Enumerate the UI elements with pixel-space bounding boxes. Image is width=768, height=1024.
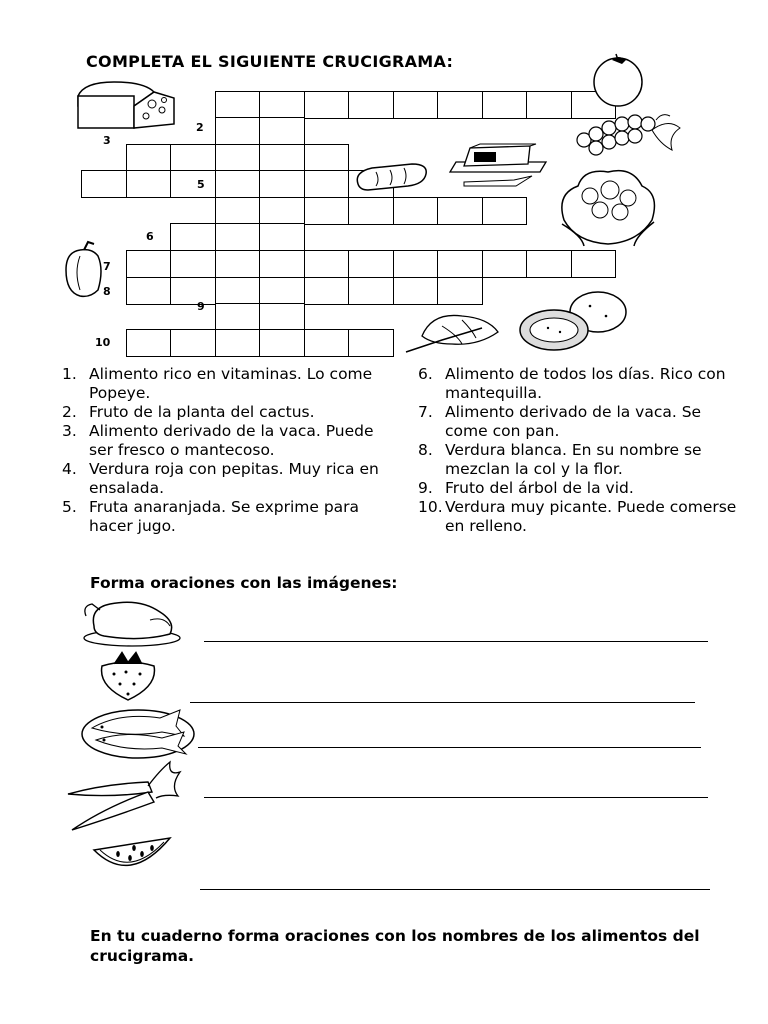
crossword-number-3: 3: [103, 134, 111, 147]
answer-line[interactable]: [198, 747, 701, 748]
grapes-icon: [572, 110, 684, 160]
crossword-cell[interactable]: [170, 144, 216, 172]
crossword-cell[interactable]: [215, 197, 261, 225]
clue-list-left: [62, 365, 382, 536]
cauliflower-icon: [554, 164, 662, 248]
crossword-cell[interactable]: [126, 144, 172, 172]
crossword-cell[interactable]: [259, 117, 305, 145]
crossword-cell[interactable]: [126, 250, 172, 278]
orange-icon: [582, 52, 654, 108]
clue-item: 5. Fruta anaranjada. Se exprime para hacer jugo.: [62, 498, 360, 535]
pepper-icon: [60, 240, 104, 300]
crossword-cell[interactable]: [81, 170, 127, 198]
crossword-cell[interactable]: [170, 223, 216, 251]
bread-icon: [352, 158, 430, 194]
crossword-cell[interactable]: [215, 144, 261, 172]
crossword-cell[interactable]: [304, 197, 350, 225]
watermelon-icon: [90, 828, 174, 886]
spinach-icon: [402, 306, 506, 356]
crossword-cell[interactable]: [304, 250, 350, 278]
crossword-cell[interactable]: [259, 223, 305, 251]
crossword-cell[interactable]: [215, 223, 261, 251]
crossword-cell[interactable]: [259, 250, 305, 278]
crossword-cell[interactable]: [437, 197, 483, 225]
crossword-cell[interactable]: [393, 197, 439, 225]
page-title: COMPLETA EL SIGUIENTE CRUCIGRAMA:: [86, 52, 454, 71]
crossword-number-10: 10: [95, 336, 111, 349]
crossword-cell[interactable]: [571, 250, 617, 278]
crossword-cell[interactable]: [259, 329, 305, 357]
answer-line[interactable]: [190, 702, 695, 703]
crossword-cell[interactable]: [215, 170, 261, 198]
crossword-cell[interactable]: [348, 197, 394, 225]
crossword-cell[interactable]: [482, 197, 528, 225]
crossword-cell[interactable]: [437, 250, 483, 278]
clue-list-right: [418, 365, 738, 536]
clue-item: 7. Alimento derivado de la vaca. Se come con pan.: [418, 403, 702, 440]
crossword-cell[interactable]: [304, 277, 350, 305]
footer-instruction: En tu cuaderno forma oraciones con los nombres de los alimentos del crucigrama.: [90, 927, 700, 965]
crossword-cell[interactable]: [304, 170, 350, 198]
crossword-cell[interactable]: [526, 91, 572, 119]
crossword-cell[interactable]: [259, 303, 305, 331]
crossword-cell[interactable]: [482, 250, 528, 278]
crossword-cell[interactable]: [215, 303, 261, 331]
crossword-cell[interactable]: [393, 250, 439, 278]
chicken-icon: [80, 596, 184, 648]
crossword-cell[interactable]: [126, 170, 172, 198]
cheese-icon: [74, 78, 178, 132]
crossword-cell[interactable]: [348, 250, 394, 278]
clue-item: 1. Alimento rico en vitaminas. Lo come Popeye.: [62, 365, 373, 402]
clue-item: 8. Verdura blanca. En su nombre se mezclan la col y la flor.: [418, 441, 702, 478]
clue-item: 6. Alimento de todos los días. Rico con mantequilla.: [418, 365, 726, 402]
crossword-cell[interactable]: [437, 277, 483, 305]
crossword-cell[interactable]: [215, 277, 261, 305]
crossword-number-8: 8: [103, 285, 111, 298]
crossword-cell[interactable]: [304, 329, 350, 357]
crossword-cell[interactable]: [259, 277, 305, 305]
crossword-number-6: 6: [146, 230, 154, 243]
crossword-cell[interactable]: [170, 277, 216, 305]
clue-item: 9. Fruto del árbol de la vid.: [418, 479, 634, 497]
crossword-cell[interactable]: [348, 329, 394, 357]
crossword-cell[interactable]: [259, 91, 305, 119]
crossword-cell[interactable]: [304, 91, 350, 119]
crossword-cell[interactable]: [126, 329, 172, 357]
crossword-cell[interactable]: [259, 170, 305, 198]
crossword-cell[interactable]: [259, 144, 305, 172]
crossword-cell[interactable]: [215, 329, 261, 357]
crossword-cell[interactable]: [259, 197, 305, 225]
section-subtitle: Forma oraciones con las imágenes:: [90, 574, 398, 592]
crossword-cell[interactable]: [215, 91, 261, 119]
answer-line[interactable]: [204, 641, 708, 642]
strawberry-icon: [92, 650, 162, 702]
crossword-cell[interactable]: [437, 91, 483, 119]
crossword-cell[interactable]: [215, 250, 261, 278]
crossword-cell[interactable]: [393, 91, 439, 119]
carrot-icon: [64, 756, 184, 834]
crossword-cell[interactable]: [215, 117, 261, 145]
crossword-cell[interactable]: [170, 250, 216, 278]
crossword-cell[interactable]: [126, 277, 172, 305]
crossword-cell[interactable]: [304, 144, 350, 172]
crossword-number-2: 2: [196, 121, 204, 134]
potato-icon: [514, 288, 628, 354]
clue-item: 3. Alimento derivado de la vaca. Puede ser fresco o mantecoso.: [62, 422, 374, 459]
crossword-cell[interactable]: [482, 91, 528, 119]
answer-line[interactable]: [204, 797, 708, 798]
crossword-cell[interactable]: [348, 91, 394, 119]
crossword-cell[interactable]: [393, 277, 439, 305]
clue-item: 4. Verdura roja con pepitas. Muy rica en ensalada.: [62, 460, 379, 497]
crossword-number-9: 9: [197, 300, 205, 313]
crossword-cell[interactable]: [526, 250, 572, 278]
crossword-cell[interactable]: [348, 277, 394, 305]
clue-item: 2. Fruto de la planta del cactus.: [62, 403, 315, 421]
crossword-number-7: 7: [103, 260, 111, 273]
crossword-number-5: 5: [197, 178, 205, 191]
clue-item: 10. Verdura muy picante. Puede comerse en relleno.: [418, 498, 737, 535]
fish-icon: [80, 704, 198, 760]
crossword-cell[interactable]: [170, 170, 216, 198]
butter-icon: [444, 142, 550, 192]
answer-line[interactable]: [200, 889, 710, 890]
crossword-cell[interactable]: [170, 329, 216, 357]
